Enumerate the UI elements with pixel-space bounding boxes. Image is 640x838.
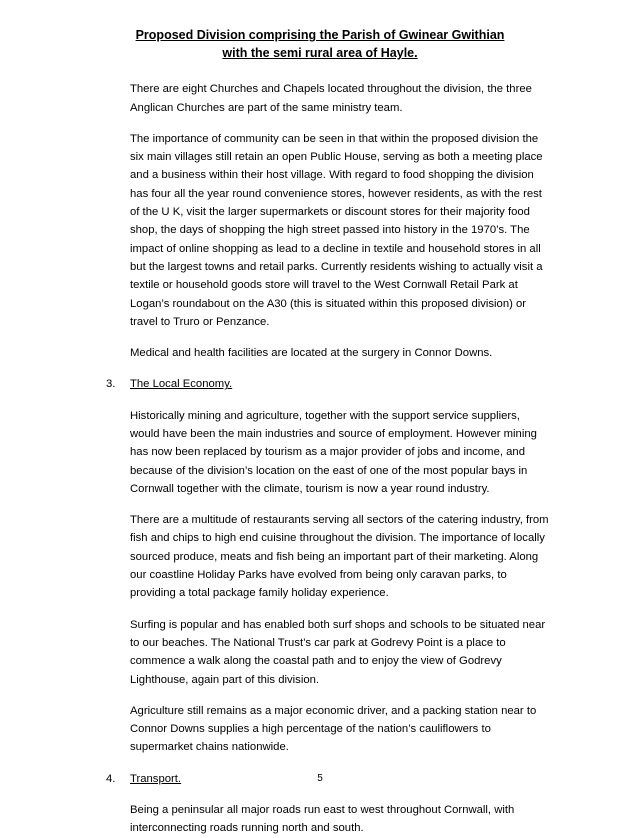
page-title-line-2: with the semi rural area of Hayle. <box>222 46 418 61</box>
paragraph: There are eight Churches and Chapels located throughout the division, the three Anglican Churches are part of the same ministry team. <box>130 83 532 114</box>
section-4-paragraphs <box>130 801 550 838</box>
section-3-paragraphs <box>130 407 550 757</box>
section-title: The Local Economy. <box>130 378 233 391</box>
paragraph: Historically mining and agriculture, together with the support service suppliers, would have been the main industries and source of employment. However mining has now been replaced by tourism as a major provider of jobs and income, and because of the division’s location on the east of one of the most popular bays in Cornwall together with the climate, tourism is now a year round industry. <box>130 409 537 495</box>
paragraph: There are a multitude of restaurants serving all sectors of the catering industry, from fish and chips to high end cuisine throughout the division. The importance of locally sourced produce, meats and fish being an important part of their marketing. Along our coastline Holiday Parks have evolved from being only caravan parks, to providing a total package family holiday experience. <box>130 514 549 600</box>
paragraph: Agriculture still remains as a major economic driver, and a packing station near to Connor Downs supplies a high percentage of the nation’s cauliflowers to supermarket chains nationwide. <box>130 704 537 754</box>
section-title: Transport. <box>130 772 182 785</box>
paragraph: Being a peninsular all major roads run east to west throughout Cornwall, with interconnecting roads running north and south. <box>130 804 515 835</box>
page-title-line-1: Proposed Division comprising the Parish of Gwinear Gwithian <box>135 28 505 42</box>
page-number: 5 <box>317 773 323 784</box>
section-number: 4. <box>106 772 116 785</box>
page-title <box>100 26 540 62</box>
section-heading-local-economy <box>106 375 550 393</box>
paragraph: Surfing is popular and has enabled both surf shops and schools to be situated near to our beaches. The National Trust’s car park at Godrevy Point is a place to commence a walk along the coastal path and to enjoy the view of Godrevy Lighthouse, again part of this division. <box>130 618 546 686</box>
paragraph: Medical and health facilities are located at the surgery in Connor Downs. <box>130 347 493 360</box>
section-number: 3. <box>106 378 116 391</box>
paragraph: The importance of community can be seen in that within the proposed division the six main villages still retain an open Public House, serving as both a meeting place and a business within their host village. With regard to food shopping the division has four all the year round convenience stores, however residents, as with the rest of the U K, visit the larger supermarkets or discount stores for their majority food shop, the days of shopping the high street passed into history in the 1970’s. The impact of online shopping as lead to a decline in textile and household stores in all but the largest towns and retail parks. Currently residents wishing to actually visit a textile or household goods store will travel to the West Cornwall Retail Park at Logan’s roundabout on the A30 (this is situated within this proposed division) or travel to Truro or Penzance. <box>130 132 543 328</box>
intro-paragraphs <box>130 80 550 362</box>
